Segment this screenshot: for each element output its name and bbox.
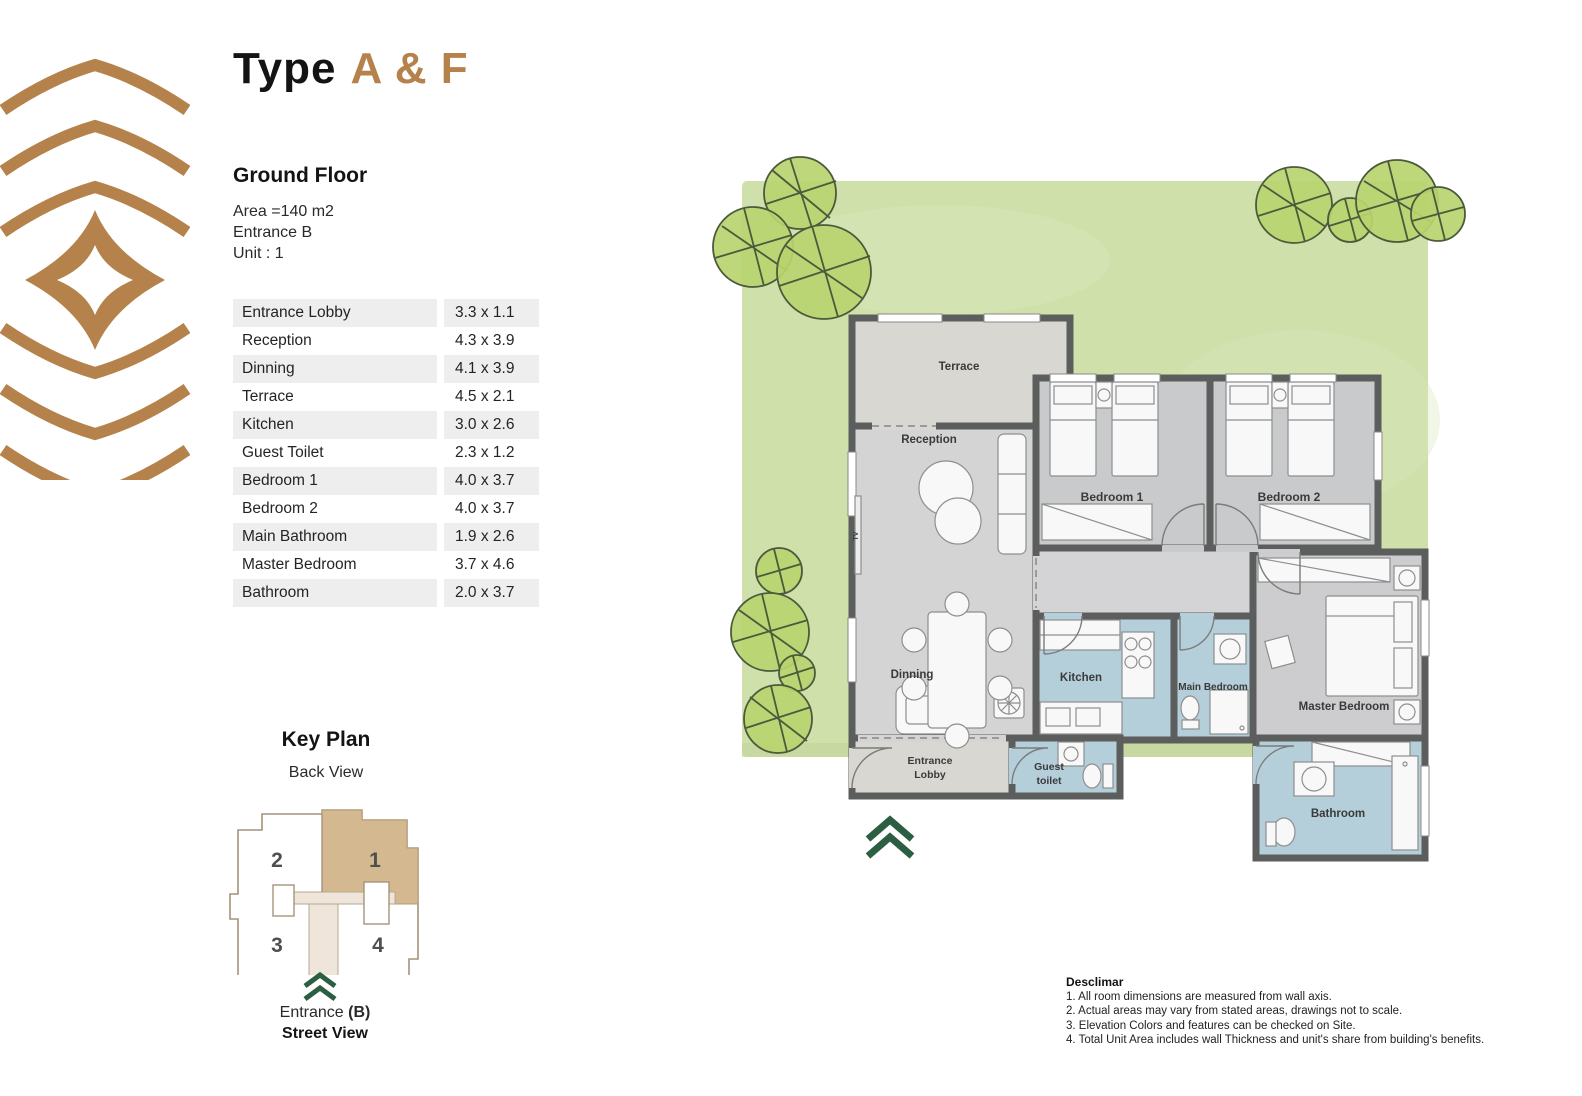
room-label: Bathroom	[233, 579, 437, 607]
room-label: Dinning	[233, 355, 437, 383]
room-dims: 4.1 x 3.9	[444, 355, 539, 383]
table-row	[233, 467, 539, 495]
room-dims: 4.5 x 2.1	[444, 383, 539, 411]
room-dims: 3.3 x 1.1	[444, 299, 539, 327]
disclaimer-line: 4. Total Unit Area includes wall Thickness and unit's share from building's benefits.	[1066, 1034, 1485, 1047]
room-label: Bedroom 1	[233, 467, 437, 495]
room-corridor	[1036, 548, 1253, 616]
brand-pattern-logo	[0, 40, 190, 480]
keyplan-unit-3: 3	[271, 934, 283, 957]
keyplan-stair-left	[273, 885, 294, 916]
room-dims: 2.3 x 1.2	[444, 439, 539, 467]
table-row	[233, 299, 539, 327]
table-row	[233, 383, 539, 411]
label-tv: TV	[853, 531, 860, 541]
table-row	[233, 551, 539, 579]
street-view-label: Street View	[282, 1025, 368, 1042]
room-dims: 1.9 x 2.6	[444, 523, 539, 551]
disclaimer-line: 2. Actual areas may vary from stated areas, drawings not to scale.	[1066, 1005, 1403, 1018]
keyplan-unit-1: 1	[369, 849, 381, 872]
room-dims: 3.7 x 4.6	[444, 551, 539, 579]
floorplan-drawing	[690, 140, 1470, 920]
keyplan-unit-4: 4	[372, 934, 384, 957]
label-entrance-lobby-1: Entrance	[907, 755, 953, 767]
label-bathroom: Bathroom	[1310, 808, 1366, 820]
room-dims: 2.0 x 3.7	[444, 579, 539, 607]
label-dinning: Dinning	[890, 669, 934, 681]
label-main-bedroom: Main Bedroom	[1178, 682, 1248, 693]
entrance-label-text: Entrance	[279, 1004, 349, 1021]
unit-text: Unit : 1	[233, 245, 284, 262]
rooms-table	[233, 299, 539, 607]
table-row	[233, 411, 539, 439]
floor-heading: Ground Floor	[233, 164, 368, 187]
label-entrance-lobby-2: Lobby	[914, 769, 946, 781]
disclaimer-heading: Desclimar	[1066, 975, 1124, 989]
table-row	[233, 439, 539, 467]
plan-entrance-arrow-icon	[868, 820, 912, 856]
page-title	[233, 44, 469, 94]
room-entrance-lobby	[852, 738, 1012, 796]
keyplan-heading: Key Plan	[281, 728, 371, 751]
page-title-word: Type	[233, 44, 337, 93]
label-guest-toilet-2: toilet	[1036, 775, 1062, 787]
table-row	[233, 327, 539, 355]
room-dims: 4.3 x 3.9	[444, 327, 539, 355]
room-label: Main Bathroom	[233, 523, 437, 551]
entrance-text: Entrance B	[233, 224, 313, 241]
room-label: Terrace	[233, 383, 437, 411]
keyplan-corridor-stem	[309, 904, 338, 975]
room-dims: 3.0 x 2.6	[444, 411, 539, 439]
room-label: Guest Toilet	[233, 439, 437, 467]
disclaimer	[1066, 975, 1506, 1048]
keyplan-diagram	[225, 797, 425, 975]
entrance-label-bold: (B)	[348, 1004, 371, 1021]
table-row	[233, 355, 539, 383]
page-title-accent: A & F	[350, 44, 469, 93]
label-bedroom1: Bedroom 1	[1080, 490, 1144, 504]
keyplan-stair-right	[364, 882, 389, 924]
label-terrace: Terrace	[938, 361, 980, 373]
keyplan-entrance-arrow-icon	[301, 971, 339, 1002]
label-master-bedroom: Master Bedroom	[1298, 701, 1390, 713]
label-bedroom2: Bedroom 2	[1257, 490, 1321, 504]
table-row	[233, 495, 539, 523]
room-label: Reception	[233, 327, 437, 355]
disclaimer-line: 3. Elevation Colors and features can be checked on Site.	[1066, 1019, 1356, 1032]
table-row	[233, 523, 539, 551]
room-label: Master Bedroom	[233, 551, 437, 579]
keyplan-unit-2: 2	[271, 849, 283, 872]
keyplan-subheading: Back View	[288, 764, 364, 781]
room-label: Bedroom 2	[233, 495, 437, 523]
disclaimer-line: 1. All room dimensions are measured from wall axis.	[1066, 990, 1332, 1003]
area-text: Area =140 m2	[233, 203, 334, 220]
room-label: Kitchen	[233, 411, 437, 439]
table-row	[233, 579, 539, 607]
room-label: Entrance Lobby	[233, 299, 437, 327]
label-reception: Reception	[901, 434, 957, 446]
room-dims: 4.0 x 3.7	[444, 467, 539, 495]
label-kitchen: Kitchen	[1059, 672, 1103, 684]
label-guest-toilet-1: Guest	[1034, 761, 1064, 773]
entrance-label	[200, 1004, 450, 1022]
room-dims: 4.0 x 3.7	[444, 495, 539, 523]
floor-info-block	[233, 201, 334, 264]
